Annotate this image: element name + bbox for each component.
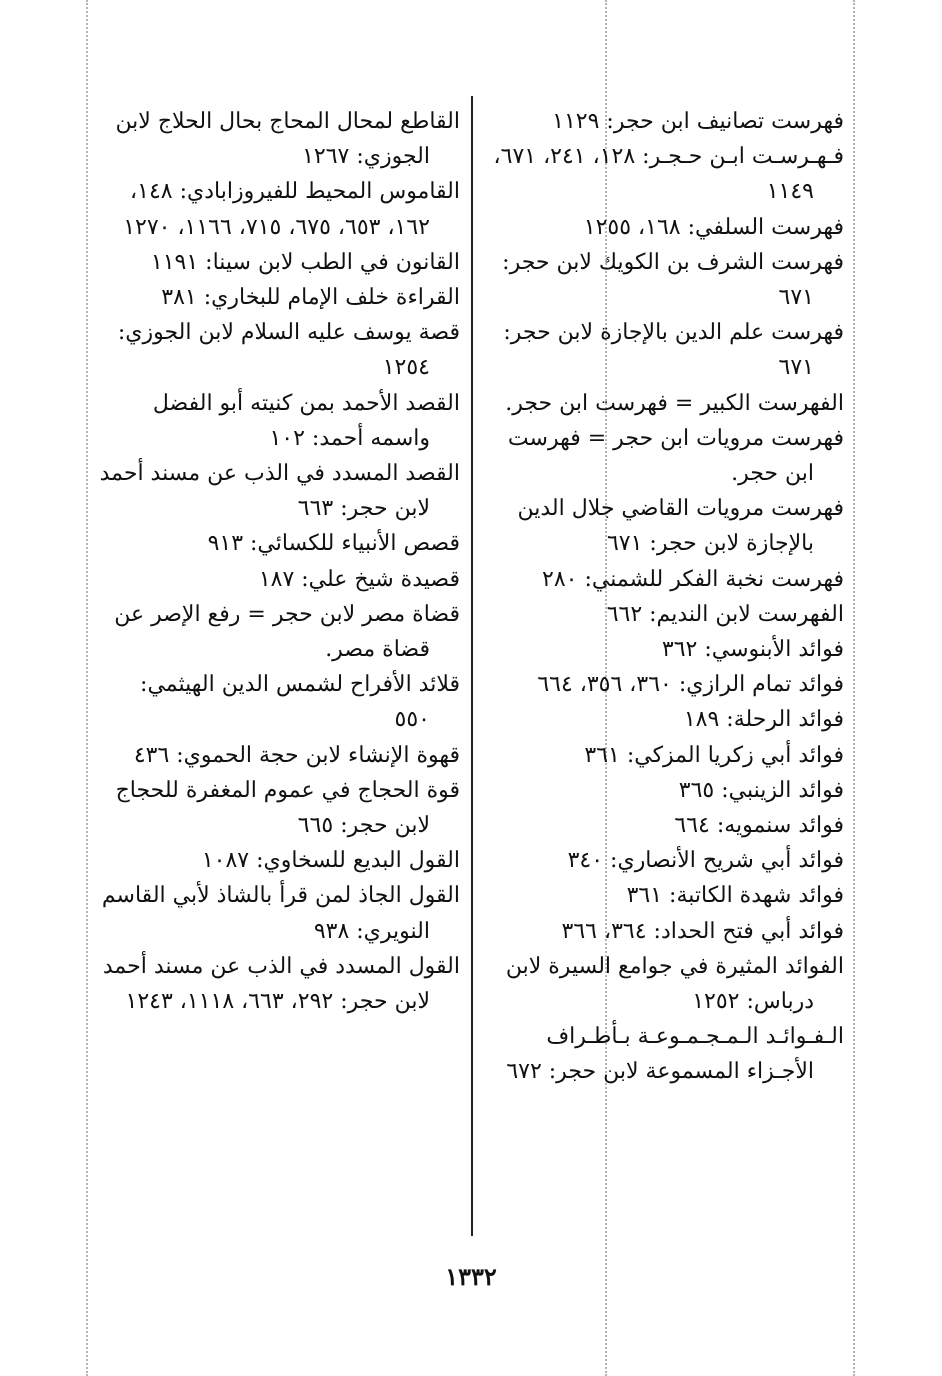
index-entry: فوائد الزينبي: ٣٦٥ bbox=[678, 777, 844, 803]
index-entry: القول المسدد في الذب عن مسند أحمد لابن حجر: ٢٩٢، ٦٦٣، ١١١٨، ١٢٤٣ bbox=[102, 953, 460, 1015]
index-entry: فهرست نخبة الفكر للشمني: ٢٨٠ bbox=[542, 566, 844, 592]
index-entry: القصد الأحمد بمن كنيته أبو الفضل واسمه أحمد: ١٠٢ bbox=[152, 390, 460, 451]
index-entry: القصد المسدد في الذب عن مسند أحمد لابن حجر: ٦٦٣ bbox=[99, 461, 460, 522]
index-entry: فوائد سنمويه: ٦٦٤ bbox=[674, 813, 844, 839]
index-entry: فوائد الرحلة: ١٨٩ bbox=[683, 707, 844, 733]
index-entry: الفهرست الكبير = فهرست ابن حجر. bbox=[505, 390, 844, 416]
index-entry: قصيدة شيخ علي: ١٨٧ bbox=[258, 566, 460, 592]
index-entry: قصة يوسف عليه السلام لابن الجوزي: ١٢٥٤ bbox=[117, 320, 460, 381]
index-entry: الفوائد المثيرة في جوامع السيرة لابن درباس: ١٢٥٢ bbox=[505, 953, 844, 1015]
index-entry: فوائد شهدة الكاتبة: ٣٦١ bbox=[626, 883, 844, 909]
index-entry: قضاة مصر لابن حجر = رفع الإصر عن قضاة مصر. bbox=[114, 601, 460, 663]
column-divider bbox=[471, 96, 473, 1236]
index-entry: فوائد الأبنوسي: ٣٦٢ bbox=[661, 637, 844, 663]
index-entry: القاطع لمحال المحاج بحال الحلاج لابن الجوزي: ١٢٦٧ bbox=[115, 109, 460, 170]
index-entry: فـهـرسـت ابـن حـجـر: ١٢٨، ٢٤١، ٦٧١، ١١٤٩ bbox=[493, 144, 844, 205]
index-entry: فهرست مرويات ابن حجر = فهرست ابن حجر. bbox=[507, 425, 844, 487]
index-entry: القراءة خلف الإمام للبخاري: ٣٨١ bbox=[161, 285, 460, 311]
index-entry: فهرست علم الدين بالإجازة لابن حجر: ٦٧١ bbox=[503, 320, 844, 381]
index-entry: قوة الحجاج في عموم المغفرة للحجاج لابن حجر: ٦٦٥ bbox=[115, 777, 460, 839]
index-entry: فهرست الشرف بن الكويك لابن حجر: ٦٧١ bbox=[502, 249, 844, 311]
index-entry: القاموس المحيط للفيروزابادي: ١٤٨، ١٦٢، ٦٥٣، ٦٧٥، ٧١٥، ١١٦٦، ١٢٧٠ bbox=[123, 179, 460, 240]
index-entry: قهوة الإنشاء لابن حجة الحموي: ٤٣٦ bbox=[133, 742, 460, 768]
index-entry: فوائد أبي فتح الحداد: ٣٦٤، ٣٦٦ bbox=[561, 918, 844, 944]
index-entry: فهرست السلفي: ١٦٨، ١٢٥٥ bbox=[583, 214, 844, 240]
index-entry: قلائد الأفراح لشمس الدين الهيثمي: ٥٥٠ bbox=[140, 672, 460, 733]
index-entry: الفهرست لابن النديم: ٦٦٢ bbox=[606, 601, 844, 627]
index-entry: فوائد تمام الرازي: ٣٦٠، ٣٥٦، ٦٦٤ bbox=[537, 672, 844, 698]
index-column-right bbox=[484, 104, 844, 1090]
index-entry: فوائد أبي شريح الأنصاري: ٣٤٠ bbox=[567, 848, 844, 874]
scan-guide-line bbox=[86, 0, 88, 1376]
index-entry: فهرست مرويات القاضي جلال الدين بالإجازة لابن حجر: ٦٧١ bbox=[517, 496, 844, 557]
index-entry: القانون في الطب لابن سينا: ١١٩١ bbox=[150, 249, 460, 275]
index-entry: القول الجاذ لمن قرأ بالشاذ لأبي القاسم النويري: ٩٣٨ bbox=[101, 883, 460, 944]
index-entry: الـفـوائـد الـمـجـمـوعـة بـأطـراف الأجـزاء المسموعة لابن حجر: ٦٧٢ bbox=[506, 1024, 844, 1085]
index-column-left bbox=[98, 104, 460, 1019]
index-entry: فهرست تصانيف ابن حجر: ١١٢٩ bbox=[552, 109, 844, 134]
index-entry: القول البديع للسخاوي: ١٠٨٧ bbox=[201, 848, 460, 874]
index-entry: قصص الأنبياء للكسائي: ٩١٣ bbox=[207, 531, 460, 557]
scan-guide-line bbox=[853, 0, 855, 1376]
index-entry: فوائد أبي زكريا المزكي: ٣٦١ bbox=[584, 742, 844, 768]
page-number: ١٣٣٢ bbox=[445, 1262, 497, 1291]
